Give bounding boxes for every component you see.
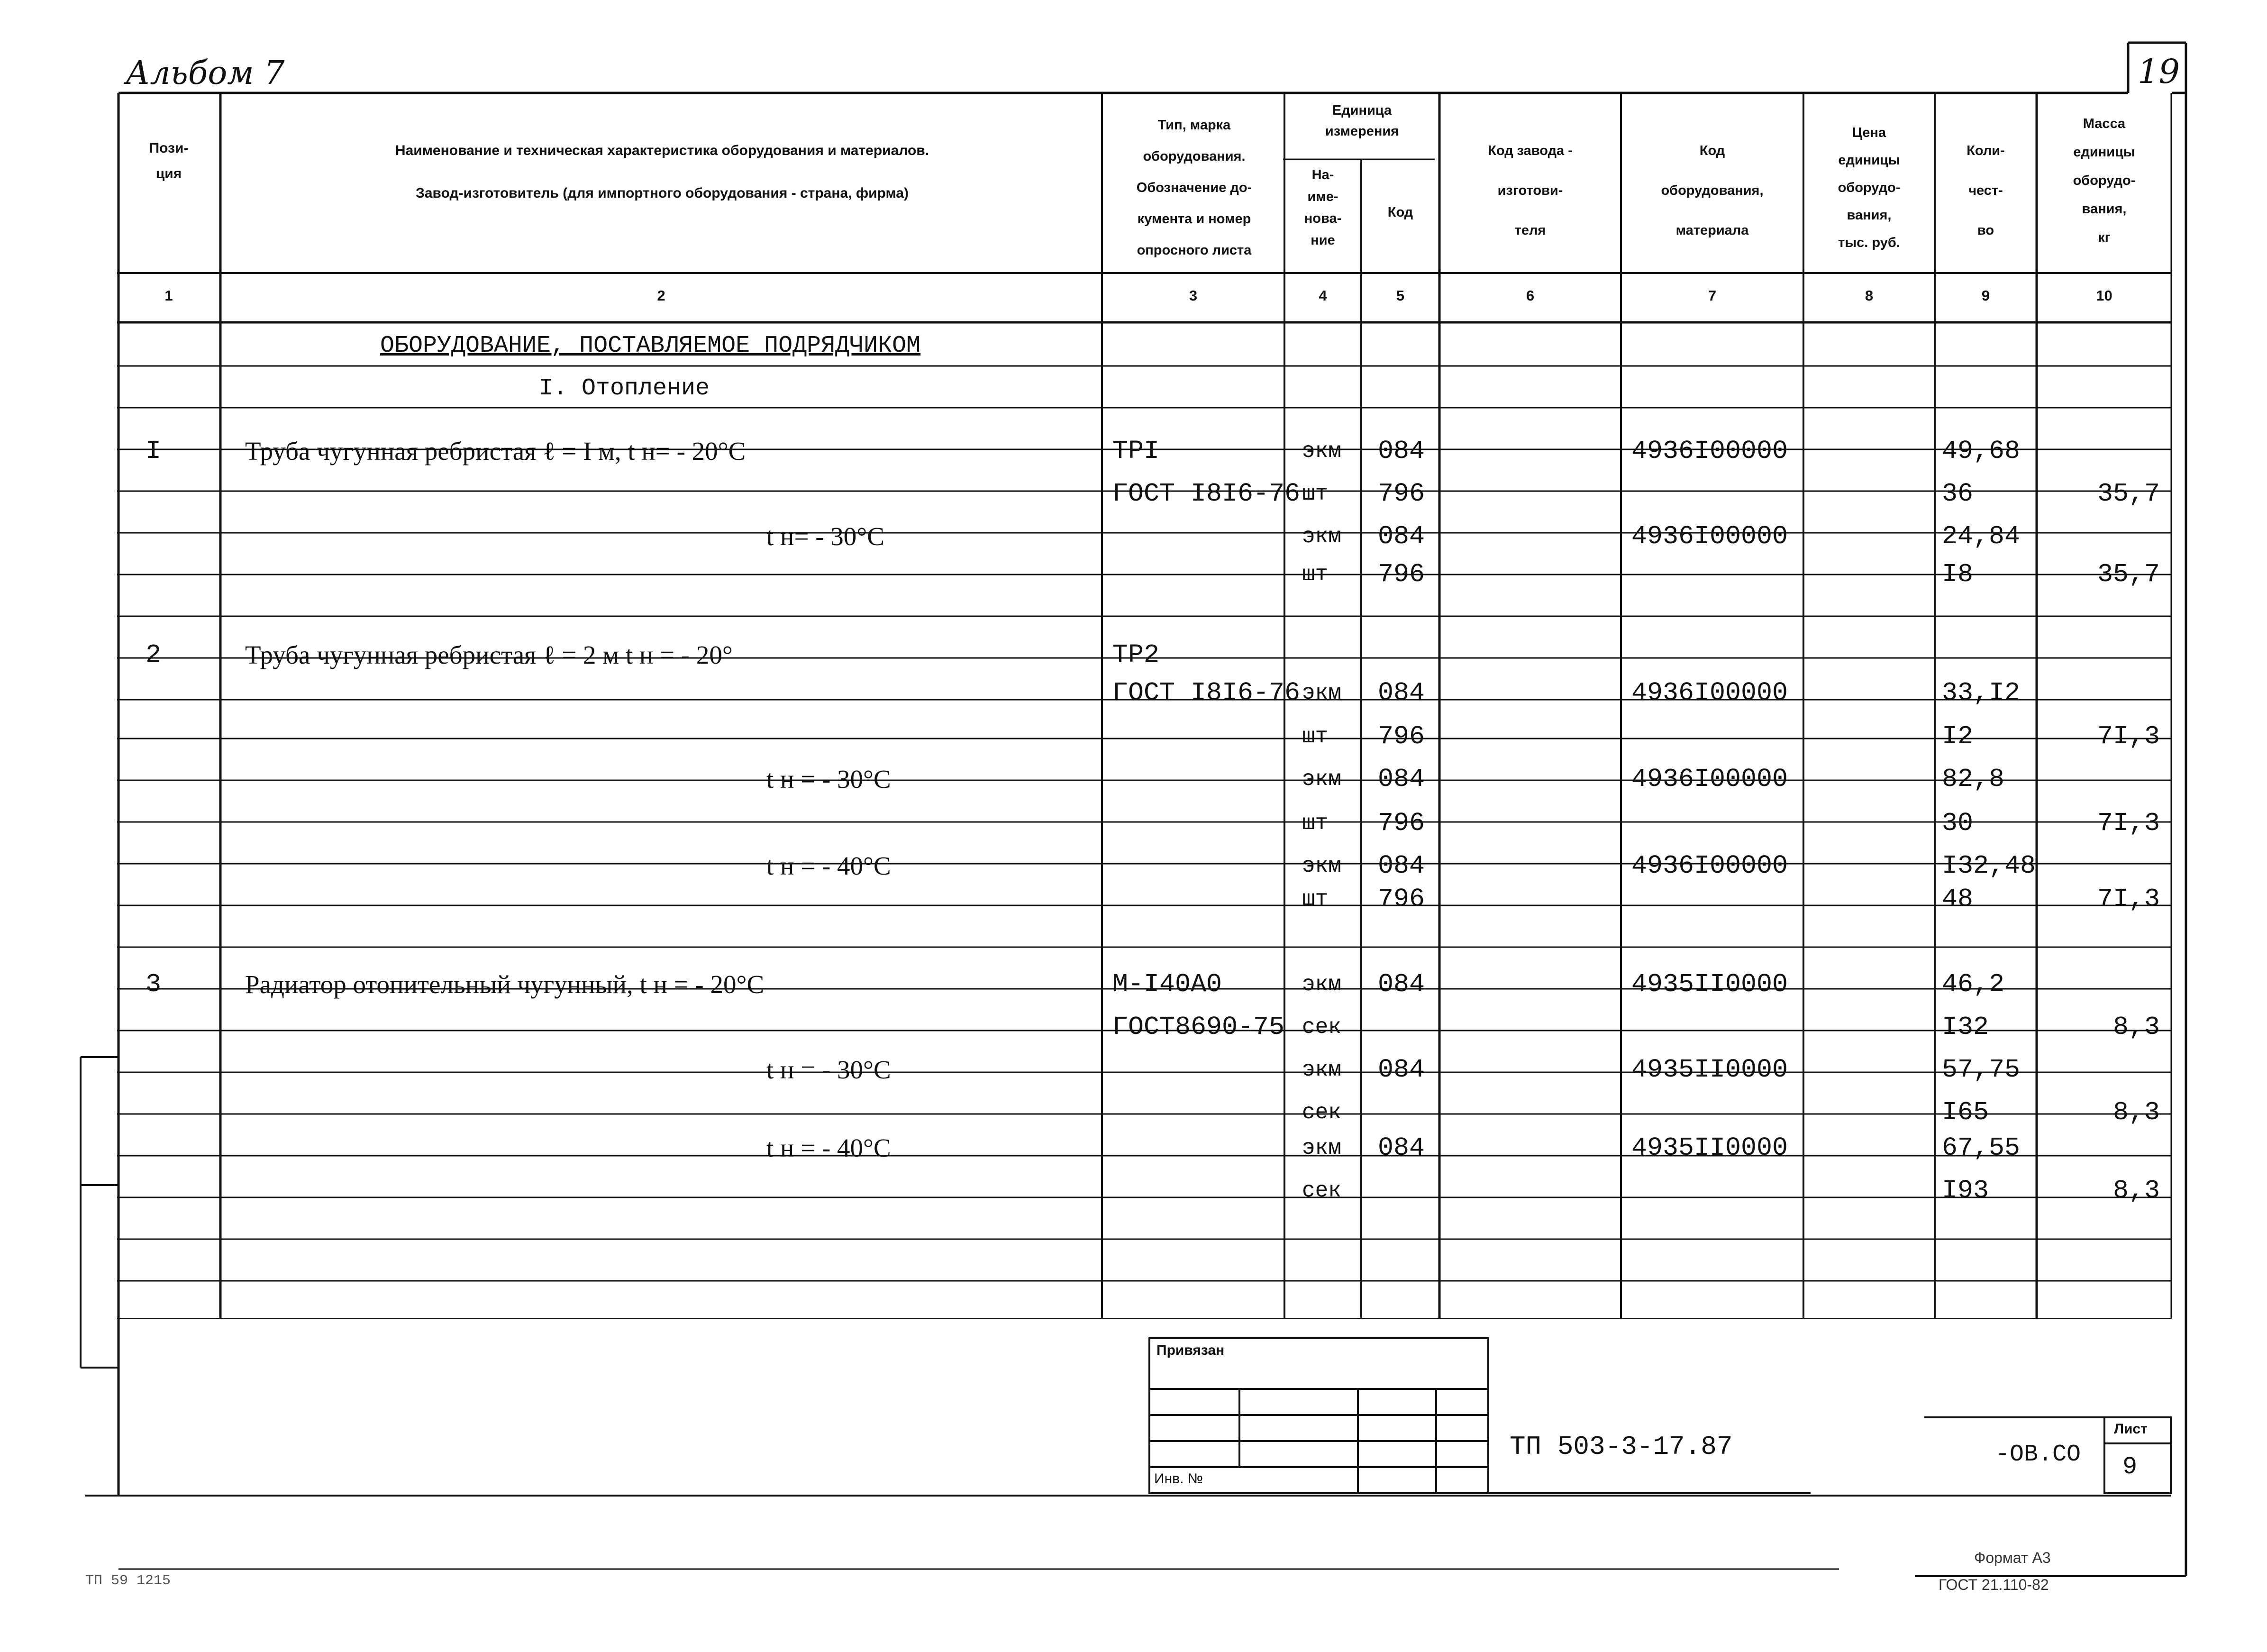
row-mass: 8,3 [2112,1012,2160,1042]
col-num-4: 4 [1319,287,1327,304]
row-mass: 7I,3 [2097,808,2160,838]
row-quantity: 82,8 [1942,764,2005,794]
document-code: -ОВ.СО [1995,1441,2081,1468]
col-num-10: 10 [2096,287,2112,304]
row-equipment-code: 4935II0000 [1631,1055,1788,1085]
section-title: ОБОРУДОВАНИЕ, ПОСТАВЛЯЕМОЕ ПОДРЯДЧИКОМ [380,332,921,359]
row-unit-name: экм [1302,1058,1341,1082]
row-quantity: I2 [1942,721,1974,751]
row-unit-code: 796 [1378,884,1425,914]
row-description: t н= - 30°С [766,522,884,551]
header-mass: Масса единицы оборудо- вания, кг [2073,116,2136,245]
row-type: ГОСТ I8I6-76 [1112,479,1301,509]
row-unit-code: 084 [1378,851,1425,881]
inventory-label: Инв. № [1154,1471,1203,1487]
row-quantity: I32,48 [1942,851,2036,881]
row-unit-name: экм [1302,854,1341,878]
row-type: ГОСТ I8I6-76 [1112,678,1301,708]
row-mass: 7I,3 [2097,721,2160,751]
row-equipment-code: 4936I00000 [1631,764,1788,794]
row-unit-name: шт [1302,724,1329,749]
row-type: ГОСТ8690-75 [1112,1012,1285,1042]
row-mass: 35,7 [2097,559,2160,589]
row-description: Труба чугунная ребристая ℓ = 2 м t н = - 20° [245,640,733,669]
row-description: t н = - 40°С [766,1133,891,1162]
row-equipment-code: 4936I00000 [1631,678,1788,708]
header-price: Цена единицы оборудо- вания, тыс. руб. [1838,125,1901,250]
sheet-label: Лист [2114,1421,2148,1437]
header-position: Пози- ция [149,140,189,182]
row-quantity: 36 [1942,479,1974,509]
row-unit-name: экм [1302,681,1341,705]
row-unit-code: 084 [1378,1055,1425,1085]
row-equipment-code: 4936I00000 [1631,851,1788,881]
project-code: ТП 503-3-17.87 [1510,1432,1733,1462]
row-position: 2 [146,640,162,670]
row-quantity: 67,55 [1942,1133,2021,1163]
col-num-9: 9 [1981,287,1990,304]
row-position: 3 [146,969,162,999]
row-position: I [146,436,162,466]
row-unit-name: шт [1302,811,1329,836]
col-num-7: 7 [1708,287,1717,304]
row-unit-name: экм [1302,972,1341,997]
header-factory-code: Код завода - изготови- теля [1488,143,1573,238]
row-type: ТРI [1112,436,1160,466]
row-quantity: I32 [1942,1012,1989,1042]
row-unit-name: экм [1302,439,1341,464]
row-unit-code: 796 [1378,721,1425,751]
format-label: Формат А3 [1974,1549,2051,1566]
row-quantity: 24,84 [1942,521,2021,551]
row-unit-code: 796 [1378,479,1425,509]
header-equipment-code: Код оборудования, материала [1661,143,1764,238]
row-unit-name: шт [1302,482,1329,506]
row-type: М-I40А0 [1112,969,1222,999]
row-unit-code: 084 [1378,521,1425,551]
row-equipment-code: 4936I00000 [1631,436,1788,466]
row-description: t н = - 30°С [766,765,891,794]
album-label: Альбом 7 [126,55,285,92]
header-name-line2: Завод-изготовитель (для импортного оборудования - страна, фирма) [416,185,909,201]
col-num-6: 6 [1526,287,1535,304]
col-num-5: 5 [1396,287,1405,304]
row-quantity: I65 [1942,1097,1989,1127]
row-unit-name: сек [1302,1178,1341,1203]
row-quantity: 30 [1942,808,1974,838]
row-equipment-code: 4935II0000 [1631,969,1788,999]
row-unit-name: сек [1302,1100,1341,1125]
subsection-title: I. Отопление [539,375,710,402]
row-unit-code: 796 [1378,559,1425,589]
header-type: Тип, марка оборудования. Обозначение до- кумента и номер опросного листа [1136,118,1252,258]
row-unit-code: 084 [1378,436,1425,466]
col-num-1: 1 [164,287,173,304]
row-quantity: 49,68 [1942,436,2021,466]
col-num-2: 2 [657,287,665,304]
row-mass: 35,7 [2097,479,2160,509]
row-equipment-code: 4935II0000 [1631,1133,1788,1163]
col-num-8: 8 [1865,287,1874,304]
row-quantity: 48 [1942,884,1974,914]
row-description: t н = - 30°С [766,1055,891,1084]
row-mass: 8,3 [2112,1176,2160,1205]
row-description: t н = - 40°С [766,851,891,880]
row-unit-name: шт [1302,562,1329,587]
row-unit-name: экм [1302,524,1341,549]
row-unit-name: экм [1302,1136,1341,1160]
row-quantity: I8 [1942,559,1974,589]
row-unit-code: 084 [1378,764,1425,794]
row-quantity: 33,I2 [1942,678,2021,708]
row-unit-name: сек [1302,1015,1341,1040]
row-quantity: I93 [1942,1176,1989,1205]
row-description: Радиатор отопительный чугунный, t н = - 20°С [245,970,765,999]
row-description: Труба чугунная ребристая ℓ = I м, t н= - 20°С [245,437,746,465]
gost-label: ГОСТ 21.110-82 [1939,1576,2049,1593]
row-unit-code: 084 [1378,678,1425,708]
row-type: ТР2 [1112,640,1160,670]
row-equipment-code: 4936I00000 [1631,521,1788,551]
row-mass: 8,3 [2112,1097,2160,1127]
row-unit-name: экм [1302,767,1341,792]
row-quantity: 46,2 [1942,969,2005,999]
row-quantity: 57,75 [1942,1055,2021,1085]
sheet-number: 9 [2122,1453,2138,1481]
row-mass: 7I,3 [2097,884,2160,914]
header-unit: Единица измерения [1325,103,1399,139]
header-unit-code: Код [1387,205,1413,220]
row-unit-code: 084 [1378,969,1425,999]
row-unit-code: 084 [1378,1133,1425,1163]
header-unit-name: На- име- нова- ние [1304,167,1342,248]
bound-label: Привязан [1156,1342,1225,1358]
header-name-line1: Наименование и техническая характеристика оборудования и материалов. [395,143,929,158]
row-unit-name: шт [1302,887,1329,912]
row-unit-code: 796 [1378,808,1425,838]
header-quantity: Коли- чест- во [1967,143,2005,238]
page-number: 19 [2138,52,2180,91]
col-num-3: 3 [1189,287,1198,304]
margin-code: ТП 59 1215 [85,1573,171,1589]
